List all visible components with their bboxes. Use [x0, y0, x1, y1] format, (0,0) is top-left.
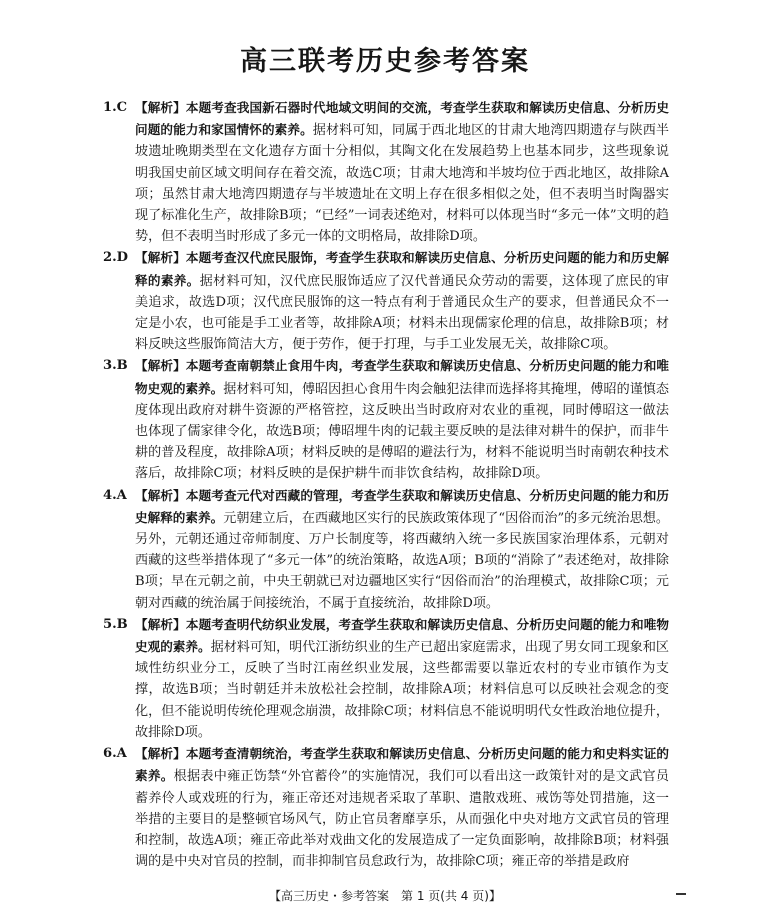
answer-body: 根据表中雍正饬禁“外官蓄伶”的实施情况，我们可以看出这一政策针对的是文武官员蓄养伶人或戏班的行为，雍正帝还对违规者采取了革职、遣散戏班、戒饬等处罚措施，这一举措的主要目的是整顿官场风气，防止官员奢靡享乐，从而强化中央对地方文武官员的管理和控制，故选A项；雍正帝此举对戏曲文化的发展造成了一定负面影响，故排除B项；材料强调的是中央对官员的控制，而非抑制官员怠政行为，故排除C项；雍正帝的举措是政府 [135, 769, 669, 870]
answer-item-1 [103, 97, 669, 247]
page-footer: 【高三历史・参考答案 第 1 页(共 4 页)】 [269, 889, 501, 903]
answer-number: 5.B [103, 616, 128, 632]
answer-number: 1.C [103, 100, 128, 115]
answer-item-3 [103, 355, 669, 484]
answer-heading: 【解析】本题考查元代对西藏的管理，考查学生获取和解读历史信息、分析历史问题的能力和历史解释的素养。 [135, 487, 669, 525]
answer-list [103, 97, 669, 872]
answer-body: 据材料可知，傅昭因担心食用牛肉会触犯法律而选择将其掩埋，傅昭的谨慎态度体现出政府对耕牛资源的严格管控，这反映出当时政府对农业的重视，同时傅昭这一做法也体现了儒家律令化，故选B项；傅昭埋牛肉的记载主要反映的是法律对耕牛的保护，而非牛耕的普及程度，故排除A项；材料反映的是傅昭的避法行为，材料不能说明当时南朝农种技术落后，故排除C项；材料反映的是保护耕牛而非饮食结构，故排除D项。 [135, 381, 670, 482]
answer-heading: 【解析】本题考查明代纺织业发展，考查学生获取和解读历史信息、分析历史问题的能力和唯物史观的素养。 [135, 616, 669, 655]
answer-heading: 【解析】本题考查我国新石器时代地域文明间的交流，考查学生获取和解读历史信息、分析历史问题的能力和家国情怀的素养。 [135, 100, 669, 138]
page-title: 高三联考历史参考答案 [240, 46, 530, 77]
corner-mark [676, 893, 686, 895]
answer-number: 4.A [103, 487, 127, 503]
answer-number: 6.A [103, 746, 127, 762]
answer-item-4 [103, 485, 669, 614]
answer-heading: 【解析】本题考查南朝禁止食用牛肉，考查学生获取和解读历史信息、分析历史问题的能力和唯物史观的素养。 [135, 358, 669, 396]
answer-item-6 [103, 743, 669, 872]
answer-heading: 【解析】本题考查汉代庶民服饰，考查学生获取和解读历史信息、分析历史问题的能力和历史解释的素养。 [135, 250, 669, 288]
answer-item-2 [103, 247, 669, 355]
answer-item-5 [103, 614, 669, 743]
answer-body: 据材料可知，明代江浙纺织业的生产已超出家庭需求，出现了男女同工现象和区域性纺织业分工，反映了当时江南丝织业发展，这些都需要以靠近农村的专业市镇作为支撑，故选B项；当时朝廷并未放松社会控制，故排除A项；材料信息可以反映社会观念的变化，但不能说明传统伦理观念崩溃，故排除C项；材料信息不能说明明代女性政治地位提升，故排除D项。 [135, 640, 670, 740]
answer-body: 据材料可知，汉代庶民服饰适应了汉代普通民众劳动的需要，这体现了庶民的审美追求，故选D项；汉代庶民服饰的这一特点有利于普通民众生产的要求，但普通民众不一定是小农，也可能是手工业者等，故排除A项；材料未出现儒家伦理的信息，故排除B项；材料反映这些服饰简洁大方，便于劳作，便于打理，与手工业发展无关，故排除C项。 [135, 273, 670, 353]
answer-number: 3.B [103, 358, 128, 374]
answer-heading: 【解析】本题考查清朝统治，考查学生获取和解读历史信息、分析历史问题的能力和史料实证的素养。 [135, 746, 669, 784]
answer-number: 2.D [103, 250, 129, 266]
answer-body: 元朝建立后，在西藏地区实行的民族政策体现了“因俗而治”的多元统治思想。另外，元朝还通过帝师制度、万户长制度等，将西藏纳入统一多民族国家治理体系，元朝对西藏的这些举措体现了“多元一体”的统治策略，故选A项；B项的“消除了”表述绝对，故排除B项；早在元朝之前，中央王朝就已对边疆地区实行“因俗而治”的治理模式，故排除C项；元朝对西藏的统治属于间接统治，不属于直接统治，故排除D项。 [135, 510, 669, 611]
answer-body: 据材料可知，同属于西北地区的甘肃大地湾四期遗存与陕西半坡遗址晚期类型在文化遗存方面十分相似，其陶文化在发展趋势上也基本同步，这些现象说明我国史前区域文明间存在着交流，故选C项；甘肃大地湾和半坡均位于西北地区，故排除A项；虽然甘肃大地湾四期遗存与半坡遗址在文明上存在很多相似之处，但不表明当时陶器实现了标准化生产，故排除B项；“已经”一词表述绝对，材料可以体现当时“多元一体”文明的趋势，但不表明当时形成了多元一体的文明格局，故排除D项。 [135, 123, 670, 245]
